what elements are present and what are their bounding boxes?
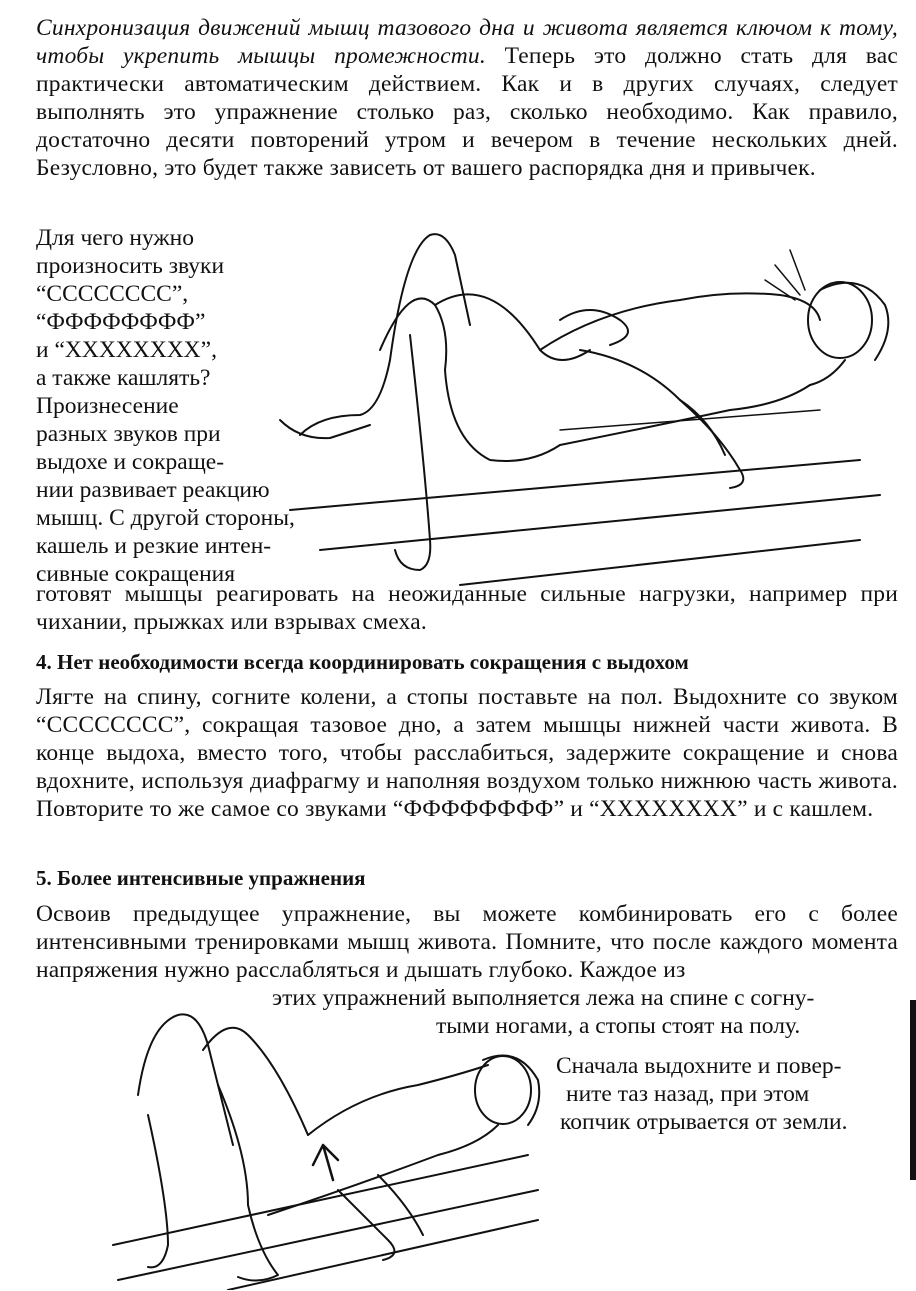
sidebar-line: разных звуков при	[36, 421, 221, 447]
sidebar-line: и “ХХХХХХХХ”,	[36, 337, 217, 363]
caption-line: Сначала выдохните и повер-	[556, 1053, 842, 1079]
sidebar-line: а также кашлять?	[36, 365, 211, 391]
section5-heading: 5. Более интенсивные упражнения	[36, 866, 366, 890]
intro-italic: Синхронизация движений мышц тазового дна и живота является ключом к тому, чтобы укрепить мышцы промежности.	[36, 15, 898, 69]
section4-body: Лягте на спину, согните колени, а стопы поставьте на пол. Выдохните со звуком “СССССССС”, сокращая тазовое дно, а затем мышцы нижней части живота. В конце выдоха, вместо того, чтобы расслабиться, задержите сокращение и снова вдохните, используя диафрагму и наполняя воздухом только нижнюю часть живота. Повторите то же самое со звуками “ФФФФФФФФ” и “ХХХХХХХХ” и с кашлем.	[36, 684, 898, 822]
caption-line: копчик отрывается от земли.	[560, 1109, 848, 1135]
intro-paragraph	[36, 14, 898, 182]
sidebar-continuation: готовят мышцы реагировать на неожиданные сильные нагрузки, например при чихании, прыжках или взрывах смеха.	[36, 581, 898, 635]
sidebar-line: мышц. С другой стороны,	[36, 505, 295, 531]
sidebar-line: Произнесение	[36, 393, 179, 419]
sidebar-line: кашель и резкие интен-	[36, 533, 272, 559]
illustration-pelvic-tilt	[108, 1005, 548, 1290]
scan-edge-shadow	[910, 1000, 916, 1180]
illustration-lying-exercise	[260, 210, 900, 590]
sidebar-line: нии развивает реакцию	[36, 477, 270, 503]
caption-line: ните таз назад, при этом	[566, 1081, 810, 1107]
section5-line-5: тыми ногами, а стопы стоят на полу.	[436, 1013, 801, 1039]
sidebar-line: произносить звуки	[36, 253, 225, 279]
section5-line-4: этих упражнений выполняется лежа на спине с согну-	[272, 985, 815, 1011]
section4-heading: 4. Нет необходимости всегда координировать сокращения с выдохом	[36, 650, 689, 674]
sidebar-line: “ФФФФФФФФ”	[36, 309, 206, 335]
sidebar-line: “СССССССС”,	[36, 281, 189, 307]
intro-rest: Теперь это должно стать для вас практически автоматическим действием. Как и в других случаях, следует выполнять это упражнение столько раз, сколько необходимо. Как правило, достаточно десяти повторений утром и вечером в течение нескольких дней. Безусловно, это будет также зависеть от вашего распорядка дня и привычек.	[36, 43, 898, 181]
section5-body: Освоив предыдущее упражнение, вы можете комбинировать его с более интенсивными тренировками мышц живота. Помните, что после каждого момента напряжения нужно расслабляться и дышать глубоко. Каждое из	[36, 901, 898, 983]
sidebar-line: сивные сокращения	[36, 561, 236, 587]
sidebar-line: выдохе и сокраще-	[36, 449, 225, 475]
sidebar-line: Для чего нужно	[36, 225, 194, 251]
